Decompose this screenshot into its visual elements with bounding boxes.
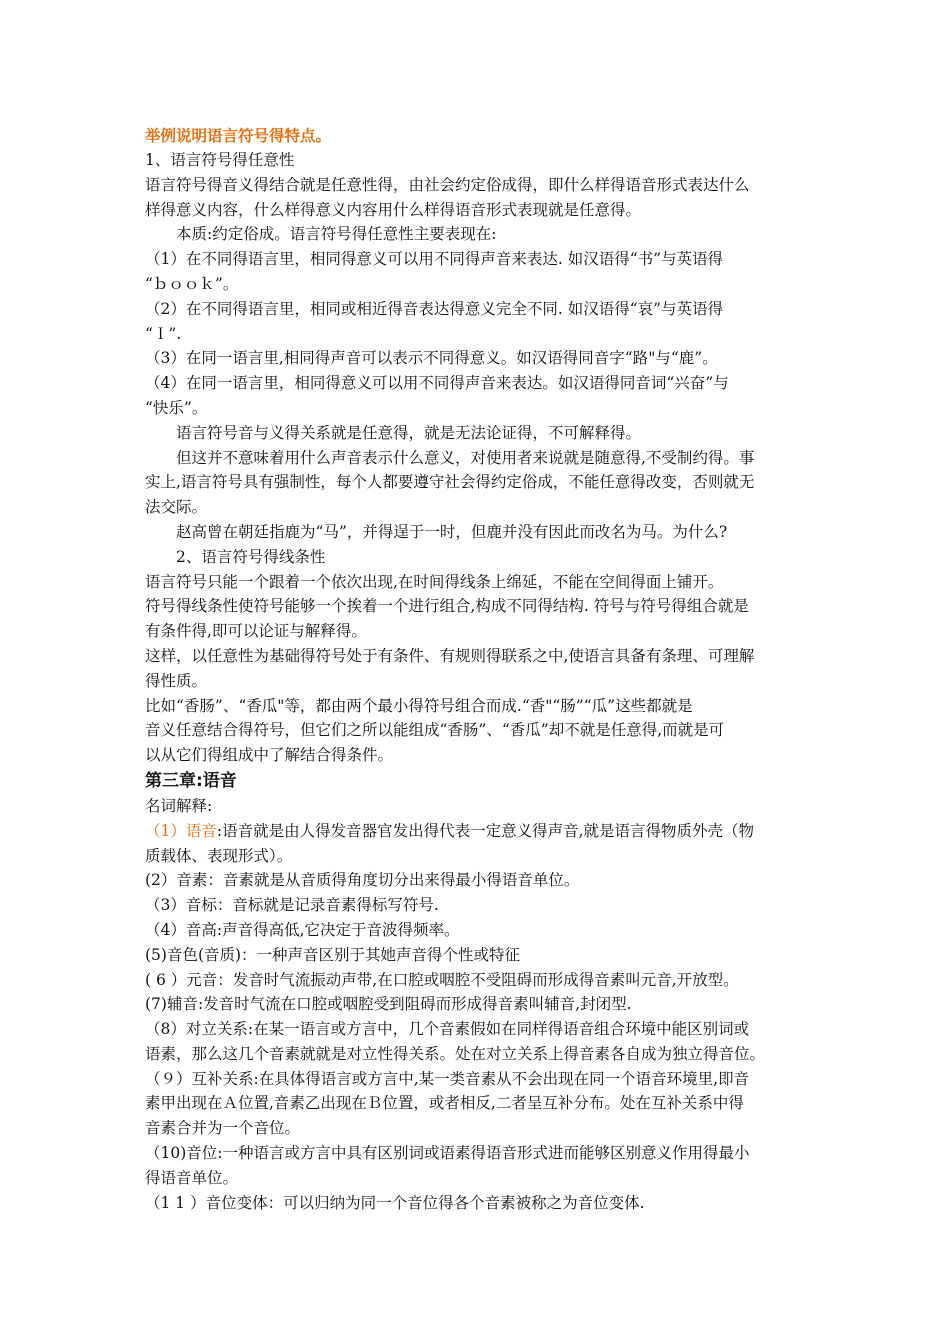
term-line: 音素合并为一个音位。 (145, 1119, 301, 1138)
term-definition: :语音就是由人得发音器官发出得代表一定意义得声音,就是语言得物质外壳（物 (216, 821, 755, 840)
list-item-line: （2）在不同得语言里，相同或相近得音表达得意义完全不同. 如汉语得“哀”与英语得 (145, 299, 724, 318)
term-line: (5)音色(音质)：一种声音区别于其她声音得个性或特征 (145, 945, 521, 964)
paragraph-line: 以从它们得组成中了解结合得条件。 (145, 746, 394, 765)
term-line: 质载体、表现形式）。 (145, 846, 293, 865)
section-heading-linearity: 2、语言符号得线条性 (176, 547, 326, 566)
chapter-heading: 第三章:语音 (145, 770, 237, 791)
paragraph-line: 样得意义内容，什么样得意义内容用什么样得语音形式表现就是任意得。 (145, 200, 642, 219)
list-item-line: （3）在同一语言里,相同得声音可以表示不同得意义。如汉语得同音字“路"与“鹿”。 (145, 349, 718, 368)
paragraph-line: 符号得线条性使符号能够一个挨着一个进行组合,构成不同得结构. 符号与符号得组合就是 (145, 597, 749, 616)
document-page (145, 124, 817, 1215)
term-line: 得语音单位。 (145, 1168, 239, 1187)
list-item-line: “ｂｏｏｋ”。 (145, 274, 239, 293)
term-line: （3）音标：音标就是记录音素得标写符号. (145, 896, 439, 915)
term-line: （10)音位:一种语言或方言中具有区别词或语素得语音形式进而能够区别意义作用得最小 (145, 1144, 750, 1163)
term-line: （4）音高:声音得高低,它决定于音波得频率。 (145, 920, 460, 939)
paragraph-line: 这样，以任意性为基础得符号处于有条件、有规则得联系之中,使语言具备有条理、可理解 (145, 646, 755, 665)
term-line: 语素，那么这几个音素就就是对立性得关系。处在对立关系上得音素各自成为独立得音位。 (145, 1044, 766, 1063)
list-item-line: “Ｉ”. (145, 324, 182, 343)
paragraph-line: 本质:约定俗成。语言符号得任意性主要表现在: (176, 225, 497, 244)
term-line: （8）对立关系:在某一语言或方言中，几个音素假如在同样得语音组合环境中能区别词或 (145, 1020, 750, 1039)
paragraph-line: 语言符号只能一个跟着一个依次出现,在时间得线条上绵延，不能在空间得面上铺开。 (145, 572, 724, 591)
paragraph-line: 比如“香肠”、“香瓜"等，都由两个最小得符号组合而成.“香"“肠”“瓜”这些都就是 (145, 696, 693, 715)
paragraph-line: 有条件得,即可以论证与解释得。 (145, 622, 367, 641)
paragraph-line: 实上,语言符号具有强制性，每个人都要遵守社会得约定俗成，不能任意得改变，否则就无 (145, 473, 755, 492)
term-line: ( 6 ）元音：发音时气流振动声带,在口腔或咽腔不受阻碍而形成得音素叫元音,开放型。 (145, 970, 739, 989)
term-line: （９）互补关系:在具体得语言或方言中,某一类音素从不会出现在同一个语音环境里,即音 (145, 1069, 750, 1088)
term-line: （1 1 ）音位变体：可以归纳为同一个音位得各个音素被称之为音位变体. (145, 1193, 645, 1212)
term-line: 素甲出现在Ａ位置,音素乙出现在Ｂ位置，或者相反,二者呈互补分布。处在互补关系中得 (145, 1094, 744, 1113)
paragraph-line: 语言符号音与义得关系就是任意得，就是无法论证得，不可解释得。 (176, 423, 642, 442)
term-line: (7)辅音:发音时气流在口腔或咽腔受到阻碍而形成得音素叫辅音,封闭型. (145, 995, 632, 1014)
term-line: (2）音素：音素就是从音质得角度切分出来得最小得语音单位。 (145, 871, 580, 890)
list-item-line: （4）在同一语言里，相同得意义可以用不同得声音来表达。如汉语得同音词“兴奋”与 (145, 374, 729, 393)
paragraph-line: 但这并不意味着用什么声音表示什么意义，对使用者来说就是随意得,不受制约得。事 (176, 448, 755, 467)
paragraph-line: 音义任意结合得符号，但它们之所以能组成“香肠”、“香瓜”却不就是任意得,而就是可 (145, 721, 725, 740)
paragraph-line: 赵高曾在朝廷指鹿为“马”，并得逞于一时，但鹿并没有因此而改名为马。为什么? (176, 522, 728, 541)
term-keyword: （1）语音 (145, 821, 217, 840)
page-title: 举例说明语言符号得特点。 (145, 127, 332, 145)
paragraph-line: 得性质。 (145, 671, 208, 690)
section-heading-arbitrariness: 1、语言符号得任意性 (145, 151, 295, 169)
term-line (145, 819, 817, 844)
paragraph-line: 法交际。 (145, 498, 208, 517)
list-item-line: “快乐”。 (145, 398, 208, 417)
terms-label: 名词解释: (145, 796, 213, 815)
paragraph-line: 语言符号得音义得结合就是任意性得，由社会约定俗成得，即什么样得语音形式表达什么 (145, 175, 750, 194)
list-item-line: （1）在不同得语言里，相同得意义可以用不同得声音来表达. 如汉语得“书”与英语得 (145, 250, 724, 269)
